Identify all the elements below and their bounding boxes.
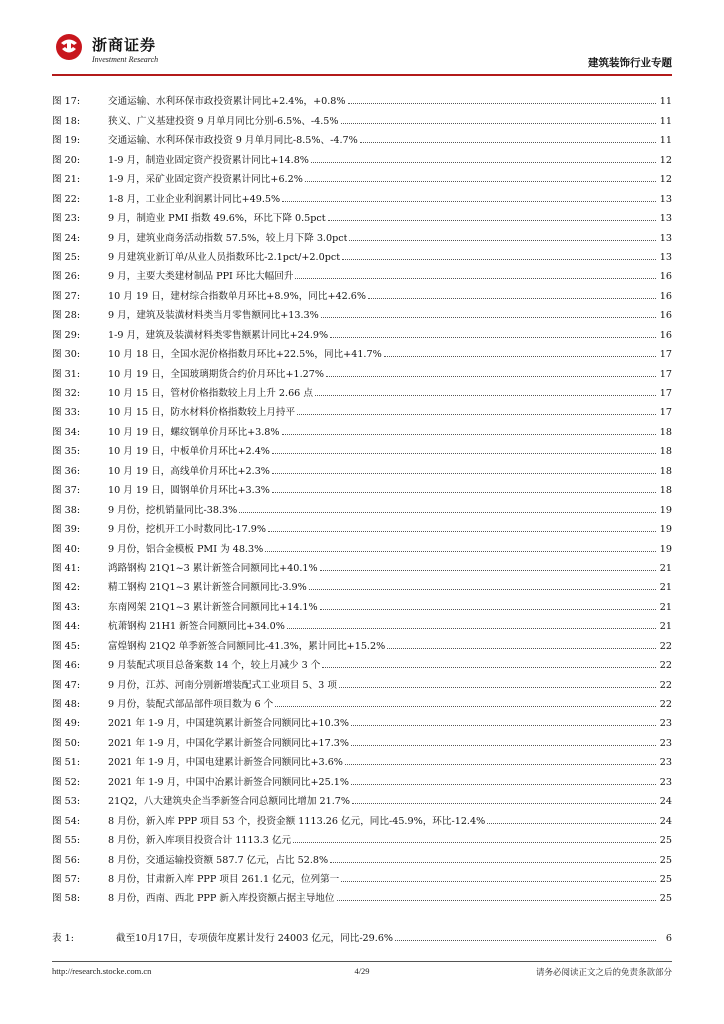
toc-leader-dots	[322, 667, 656, 668]
toc-leader-dots	[320, 570, 656, 571]
toc-leader-dots	[337, 900, 657, 901]
toc-entry-page: 18	[659, 446, 672, 458]
toc-entry-title: 9 月，主要大类建材制品 PPI 环比大幅回升	[108, 271, 294, 283]
toc-leader-dots	[351, 745, 656, 746]
toc-entry-title: 2021 年 1-9 月，中国中冶累计新签合同额同比+25.1%	[108, 776, 350, 788]
toc-entry[interactable]	[52, 477, 672, 496]
toc-entry-label: 图 48:	[52, 699, 81, 710]
toc-entry-title: 2021 年 1-9 月，中国化学累计新签合同额同比+17.3%	[108, 737, 350, 749]
toc-entry-label: 表 1:	[52, 933, 74, 945]
toc-leader-dots	[282, 201, 656, 202]
toc-entry[interactable]	[52, 788, 672, 807]
toc-leader-dots	[348, 103, 656, 104]
toc-entry-page: 16	[659, 271, 672, 283]
toc-leader-dots	[315, 395, 656, 396]
toc-entry-page: 25	[659, 835, 672, 847]
toc-entry-title: 富煌钢构 21Q2 单季新签合同额同比-41.3%，累计同比+15.2%	[108, 640, 386, 652]
toc-entry-label: 图 53:	[52, 796, 81, 808]
figure-index	[52, 88, 672, 904]
toc-leader-dots	[309, 589, 656, 590]
toc-entry[interactable]	[52, 555, 672, 574]
toc-entry-label: 图 19:	[52, 135, 81, 147]
toc-entry-label: 图 24:	[52, 232, 81, 244]
toc-entry-title: 交通运输、水利环保市政投资累计同比+2.4%，+0.8%	[108, 96, 346, 108]
toc-entry-title: 10 月 19 日，全国玻璃期货合约价月环比+1.27%	[108, 368, 324, 380]
toc-leader-dots	[384, 356, 656, 357]
toc-entry-page: 19	[659, 543, 672, 555]
toc-leader-dots	[339, 687, 656, 688]
toc-entry-page: 24	[659, 796, 672, 808]
toc-entry-page: 16	[659, 329, 672, 341]
toc-entry-label: 图 35:	[52, 446, 81, 458]
toc-entry-label: 图 21:	[52, 174, 81, 186]
toc-entry-title: 8 月份，西南、西北 PPP 新入库投资额占据主导地位	[108, 893, 335, 905]
toc-entry-title: 狭义、广义基建投资 9 月单月同比分别-6.5%、-4.5%	[108, 115, 339, 127]
toc-leader-dots	[272, 473, 656, 474]
toc-entry-label: 图 58:	[52, 893, 81, 905]
toc-entry[interactable]	[52, 282, 672, 301]
toc-entry[interactable]	[52, 691, 672, 710]
toc-leader-dots	[297, 414, 656, 415]
toc-entry-label: 图 57:	[52, 873, 81, 885]
toc-entry-page: 18	[659, 465, 672, 477]
toc-entry-page: 13	[659, 232, 672, 244]
toc-leader-dots	[293, 842, 656, 843]
toc-entry[interactable]	[52, 632, 672, 651]
toc-entry-page: 21	[659, 562, 672, 574]
toc-entry-label: 图 42:	[52, 582, 81, 594]
toc-entry-page: 16	[659, 290, 672, 302]
toc-entry-title: 9 月份，挖机开工小时数同比-17.9%	[108, 524, 266, 536]
toc-leader-dots	[351, 725, 656, 726]
toc-leader-dots	[351, 784, 656, 785]
toc-entry[interactable]	[52, 885, 672, 904]
toc-entry[interactable]	[52, 593, 672, 612]
toc-entry-page: 21	[659, 582, 672, 594]
toc-entry-title: 8 月份，交通运输投资额 587.7 亿元，占比 52.8%	[108, 854, 329, 866]
toc-entry-page: 11	[659, 96, 672, 108]
toc-leader-dots	[352, 803, 656, 804]
toc-entry-page: 13	[659, 251, 672, 263]
toc-entry-title: 精工钢构 21Q1~3 累计新签合同额同比-3.9%	[108, 582, 307, 594]
toc-entry-label: 图 26:	[52, 271, 81, 283]
report-section-title: 建筑装饰行业专题	[588, 57, 672, 69]
toc-entry-title: 截至10月17日，专项债年度累计发行 24003 亿元，同比-29.6%	[116, 933, 394, 945]
toc-entry-page: 21	[659, 601, 672, 613]
toc-entry[interactable]	[52, 866, 672, 885]
toc-leader-dots	[345, 764, 656, 765]
toc-entry-page: 12	[659, 174, 672, 186]
toc-entry[interactable]	[52, 321, 672, 340]
toc-entry-page: 25	[659, 854, 672, 866]
page-number: 4/29	[354, 966, 370, 976]
toc-leader-dots	[239, 512, 656, 513]
toc-entry-label: 图 27:	[52, 290, 81, 302]
toc-entry-title: 交通运输、水利环保市政投资 9 月单月同比-8.5%、-4.7%	[108, 135, 358, 147]
toc-leader-dots	[326, 376, 656, 377]
toc-entry-label: 图 25:	[52, 251, 81, 263]
toc-entry[interactable]	[52, 807, 672, 826]
toc-entry-title: 2021 年 1-9 月，中国建筑累计新签合同额同比+10.3%	[108, 718, 350, 730]
toc-entry[interactable]	[52, 88, 672, 107]
toc-entry[interactable]	[52, 302, 672, 321]
toc-entry-label: 图 40:	[52, 543, 81, 555]
toc-entry-title: 9 月份，铝合金模板 PMI 为 48.3%	[108, 543, 264, 555]
disclaimer-note: 请务必阅读正文之后的免责条款部分	[535, 968, 672, 978]
toc-entry-page: 23	[659, 737, 672, 749]
toc-entry-page: 25	[659, 873, 672, 885]
toc-entry[interactable]	[52, 360, 672, 379]
toc-entry-title: 1-8 月，工业企业利润累计同比+49.5%	[108, 193, 281, 205]
toc-entry-page: 16	[659, 310, 672, 322]
toc-entry-page: 18	[659, 485, 672, 497]
toc-leader-dots	[342, 259, 656, 260]
table-index-entry[interactable]	[52, 925, 672, 944]
toc-entry-page: 17	[659, 349, 672, 361]
toc-entry[interactable]	[52, 185, 672, 204]
brand-name-en: Investment Research	[92, 55, 159, 64]
toc-leader-dots	[272, 453, 656, 454]
page-footer	[52, 966, 672, 980]
toc-entry-page: 19	[659, 524, 672, 536]
toc-entry-title: 9 月建筑业新订单/从业人员指数环比-2.1pct/+2.0pct	[108, 251, 341, 263]
toc-entry-label: 图 47:	[52, 679, 81, 691]
footer-divider	[52, 961, 672, 962]
toc-entry[interactable]	[52, 613, 672, 632]
toc-entry-page: 11	[659, 135, 672, 147]
toc-entry-label: 图 41:	[52, 562, 81, 574]
toc-entry-page: 22	[659, 699, 672, 710]
toc-entry-title: 东南网架 21Q1~3 累计新签合同额同比+14.1%	[108, 601, 318, 613]
toc-leader-dots	[275, 706, 656, 707]
toc-entry-label: 图 54:	[52, 815, 81, 827]
toc-entry[interactable]	[52, 749, 672, 768]
toc-leader-dots	[387, 648, 656, 649]
toc-entry-title: 8 月份，新入库项目投资合计 1113.3 亿元	[108, 835, 292, 847]
toc-entry-label: 图 39:	[52, 524, 81, 536]
toc-entry-label: 图 20:	[52, 154, 81, 166]
toc-leader-dots	[341, 123, 656, 124]
toc-entry[interactable]	[52, 146, 672, 165]
toc-entry-label: 图 44:	[52, 621, 81, 633]
toc-leader-dots	[341, 881, 656, 882]
toc-entry[interactable]	[52, 418, 672, 437]
toc-entry-page: 19	[659, 504, 672, 516]
toc-entry-page: 11	[659, 115, 672, 127]
toc-entry-title: 10 月 15 日，防水材料价格指数较上月持平	[108, 407, 296, 419]
toc-entry[interactable]	[52, 671, 672, 690]
toc-entry-page: 18	[659, 426, 672, 438]
toc-leader-dots	[311, 162, 656, 163]
toc-entry-title: 杭萧钢构 21H1 新签合同额同比+34.0%	[108, 621, 285, 633]
toc-entry-page: 13	[659, 213, 672, 225]
toc-entry-page: 24	[659, 815, 672, 827]
toc-entry-label: 图 46:	[52, 660, 81, 672]
toc-entry-label: 图 51:	[52, 757, 81, 769]
toc-entry[interactable]	[52, 205, 672, 224]
toc-entry[interactable]	[52, 166, 672, 185]
toc-entry[interactable]	[52, 496, 672, 515]
toc-entry-title: 10 月 18 日，全国水泥价格指数月环比+22.5%，同比+41.7%	[108, 349, 382, 361]
toc-entry-title: 9 月份，装配式部品部件项目数为 6 个	[108, 699, 274, 710]
toc-entry-page: 25	[659, 893, 672, 905]
toc-entry-page: 23	[659, 718, 672, 730]
toc-entry-title: 1-9 月，采矿业固定资产投资累计同比+6.2%	[108, 174, 303, 186]
toc-entry-title: 1-9 月，建筑及装潢材料类零售额累计同比+24.9%	[108, 329, 329, 341]
toc-entry-label: 图 22:	[52, 193, 81, 205]
toc-entry-label: 图 31:	[52, 368, 81, 380]
toc-leader-dots	[321, 317, 656, 318]
toc-entry-label: 图 34:	[52, 426, 81, 438]
toc-entry-page: 17	[659, 407, 672, 419]
toc-entry-title: 8 月份，甘肃新入库 PPP 项目 261.1 亿元，位列第一	[108, 873, 340, 885]
toc-entry[interactable]	[52, 729, 672, 748]
toc-leader-dots	[268, 531, 656, 532]
toc-entry-title: 8 月份，新入库 PPP 项目 53 个，投资金额 1113.26 亿元，同比-45.9%，环比-12.4%	[108, 815, 486, 827]
toc-entry-label: 图 17:	[52, 96, 81, 108]
toc-entry-title: 9 月，建筑业商务活动指数 57.5%，较上月下降 3.0pct	[108, 232, 348, 244]
toc-entry-page: 22	[659, 679, 672, 691]
toc-entry[interactable]	[52, 341, 672, 360]
toc-leader-dots	[305, 181, 656, 182]
toc-entry-title: 2021 年 1-9 月，中国电建累计新签合同额同比+3.6%	[108, 757, 343, 769]
toc-leader-dots	[320, 609, 656, 610]
toc-entry-label: 图 55:	[52, 835, 81, 847]
toc-entry-title: 1-9 月，制造业固定资产投资累计同比+14.8%	[108, 154, 309, 166]
toc-entry-title: 10 月 19 日，螺纹钢单价月环比+3.8%	[108, 426, 280, 438]
toc-entry-label: 图 29:	[52, 329, 81, 341]
toc-entry-label: 图 23:	[52, 213, 81, 225]
toc-entry-page: 17	[659, 388, 672, 399]
toc-entry-page: 23	[659, 776, 672, 788]
toc-entry-label: 图 49:	[52, 718, 81, 730]
toc-leader-dots	[330, 337, 656, 338]
toc-entry-page: 22	[659, 660, 672, 672]
zheshang-logo-icon	[54, 32, 84, 62]
toc-entry[interactable]	[52, 516, 672, 535]
toc-entry-title: 10 月 19 日，圆钢单价月环比+3.3%	[108, 485, 270, 497]
page-header	[52, 30, 672, 74]
toc-entry-title: 9 月装配式项目总备案数 14 个，较上月减少 3 个	[108, 660, 321, 672]
toc-entry[interactable]	[52, 652, 672, 671]
toc-entry-title: 鸿路钢构 21Q1~3 累计新签合同额同比+40.1%	[108, 562, 318, 574]
toc-entry-label: 图 33:	[52, 407, 81, 419]
toc-entry[interactable]	[52, 127, 672, 146]
toc-leader-dots	[487, 823, 656, 824]
header-divider	[52, 74, 672, 76]
brand-name-cn: 浙商证券	[92, 36, 157, 54]
toc-leader-dots	[360, 142, 656, 143]
toc-entry-page: 6	[665, 933, 672, 945]
toc-entry-label: 图 56:	[52, 854, 81, 866]
toc-entry[interactable]	[52, 380, 672, 399]
toc-entry-label: 图 30:	[52, 349, 81, 361]
toc-entry-title: 10 月 19 日，建材综合指数单月环比+8.9%，同比+42.6%	[108, 290, 366, 302]
toc-leader-dots	[349, 240, 656, 241]
toc-entry-label: 图 50:	[52, 737, 81, 749]
toc-entry-page: 22	[659, 640, 672, 652]
toc-entry-title: 9 月份，江苏、河南分别新增装配式工业项目 5、3 项	[108, 679, 337, 691]
toc-entry-page: 13	[659, 193, 672, 205]
toc-entry-title: 9 月，建筑及装潢材料类当月零售额同比+13.3%	[108, 310, 319, 322]
toc-entry-title: 10 月 19 日，高线单价月环比+2.3%	[108, 465, 270, 477]
toc-entry[interactable]	[52, 457, 672, 476]
toc-entry[interactable]	[52, 263, 672, 282]
toc-entry-title: 10 月 15 日，管材价格指数较上月上升 2.66 点	[108, 388, 313, 399]
toc-entry-title: 21Q2，八大建筑央企当季新签合同总额同比增加 21.7%	[108, 796, 350, 808]
toc-leader-dots	[287, 628, 656, 629]
toc-leader-dots	[265, 551, 656, 552]
toc-entry[interactable]	[52, 107, 672, 126]
toc-leader-dots	[368, 298, 656, 299]
toc-entry-label: 图 32:	[52, 388, 81, 399]
toc-leader-dots	[395, 940, 656, 941]
toc-leader-dots	[295, 278, 656, 279]
toc-entry-label: 图 28:	[52, 310, 81, 322]
toc-entry-page: 21	[659, 621, 672, 633]
toc-entry[interactable]	[52, 768, 672, 787]
footer-url-link[interactable]: http://research.stocke.com.cn	[52, 966, 152, 976]
toc-entry-title: 10 月 19 日，中板单价月环比+2.4%	[108, 446, 270, 458]
toc-leader-dots	[330, 862, 656, 863]
toc-leader-dots	[328, 220, 656, 221]
toc-entry[interactable]	[52, 846, 672, 865]
toc-entry-label: 图 18:	[52, 115, 81, 127]
toc-entry-title: 9 月，制造业 PMI 指数 49.6%，环比下降 0.5pct	[108, 213, 326, 225]
toc-leader-dots	[272, 492, 656, 493]
toc-entry[interactable]	[52, 827, 672, 846]
toc-leader-dots	[282, 434, 656, 435]
toc-entry[interactable]	[52, 535, 672, 554]
toc-entry-page: 17	[659, 368, 672, 380]
toc-entry-page: 23	[659, 757, 672, 769]
toc-entry[interactable]	[52, 224, 672, 243]
toc-entry[interactable]	[52, 574, 672, 593]
toc-entry-title: 9 月份，挖机销量同比-38.3%	[108, 504, 238, 516]
toc-entry[interactable]	[52, 399, 672, 418]
toc-entry[interactable]	[52, 438, 672, 457]
toc-entry-label: 图 52:	[52, 776, 81, 788]
toc-entry-label: 图 45:	[52, 640, 81, 652]
toc-entry-label: 图 36:	[52, 465, 81, 477]
toc-entry[interactable]	[52, 710, 672, 729]
toc-entry-page: 12	[659, 154, 672, 166]
toc-entry-label: 图 38:	[52, 504, 81, 516]
toc-entry-label: 图 43:	[52, 601, 81, 613]
toc-entry-label: 图 37:	[52, 485, 81, 497]
toc-entry[interactable]	[52, 244, 672, 263]
